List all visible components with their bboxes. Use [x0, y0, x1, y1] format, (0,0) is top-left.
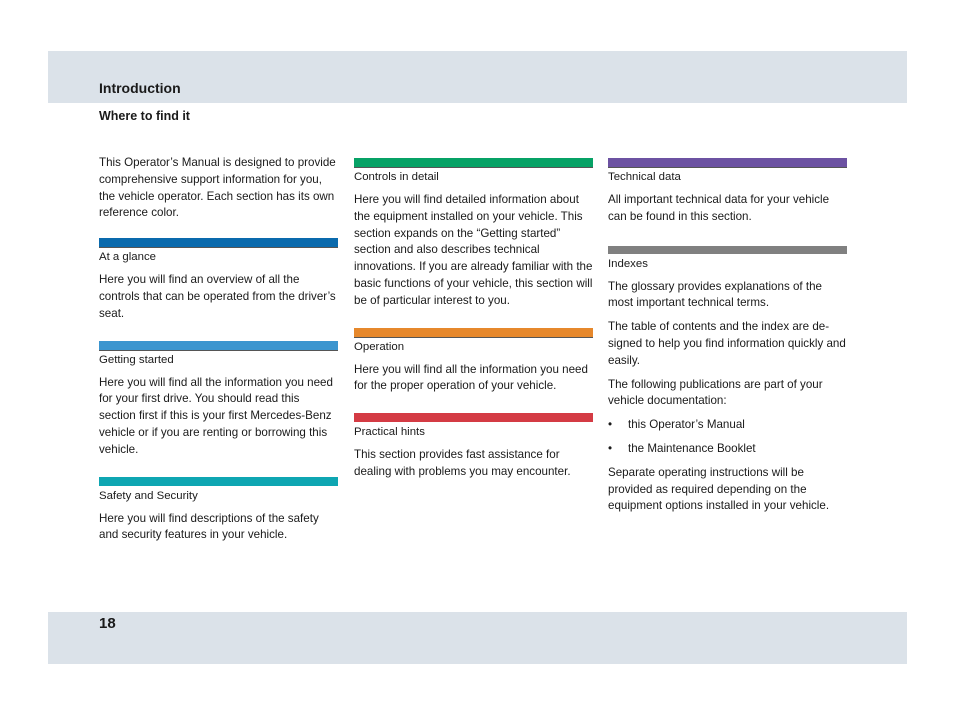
- color-bar-operation: [354, 328, 593, 337]
- color-bar-at-a-glance: [99, 238, 338, 247]
- color-bar-practical-hints: [354, 413, 593, 422]
- publications-list: [608, 417, 847, 458]
- section-heading: Safety and Security: [99, 489, 198, 502]
- section-heading: Getting started: [99, 353, 174, 366]
- section-indexes: [608, 246, 847, 516]
- section-text: This section provides fast assistance for dealing with problems you may encounter.: [354, 448, 571, 478]
- section-text: Here you will find an overview of all the controls that can be operated from the driver’s seat.: [99, 273, 336, 320]
- column-right: [608, 155, 847, 522]
- section-text: Here you will find all the information you need for the proper operation of your vehicle.: [354, 362, 588, 393]
- bullet: •: [608, 418, 613, 432]
- indexes-paragraph-3: The following publications are part of your vehicle documentation:: [608, 377, 823, 408]
- section-heading: Operation: [354, 340, 405, 353]
- color-bar-technical-data: [608, 158, 847, 167]
- page-subtitle: Where to find it: [99, 109, 190, 123]
- section-practical-hints: [354, 413, 593, 481]
- section-heading: Technical data: [608, 171, 681, 183]
- section-heading: Practical hints: [354, 426, 425, 439]
- list-item: • this Operator’s Manual: [608, 417, 847, 434]
- column-middle: [354, 155, 593, 488]
- column-left: [99, 155, 338, 551]
- color-bar-safety: [99, 477, 338, 486]
- page-number: 18: [99, 615, 116, 632]
- section-heading: At a glance: [99, 251, 156, 264]
- section-at-a-glance: [99, 238, 338, 322]
- section-safety-security: [99, 477, 338, 545]
- section-heading: Controls in detail: [354, 171, 439, 183]
- indexes-paragraph-1: The glossary provides explanations of the most important technical terms.: [608, 279, 822, 310]
- section-operation: [354, 328, 593, 396]
- section-heading: Indexes: [608, 257, 648, 270]
- section-text: Here you will find detailed information about the equipment installed on your vehicle. This section expands on the “Getting started” section and also describes technical innovations. If you are already familiar with the basic functions of your vehicle, this section will be of particular interest to you.: [354, 193, 593, 307]
- list-item: • the Maintenance Booklet: [608, 441, 847, 458]
- indexes-closing: Separate operating instructions will be provided as required depending on the equipment options installed in your vehicle.: [608, 465, 830, 513]
- section-getting-started: [99, 341, 338, 459]
- footer-band: [48, 612, 907, 664]
- color-bar-getting-started: [99, 341, 338, 350]
- section-technical-data: [608, 158, 847, 226]
- color-bar-indexes: [608, 246, 847, 254]
- indexes-paragraph-2: The table of contents and the index are designed to help you find information quickly and easily.: [608, 320, 846, 367]
- color-bar-controls: [354, 158, 593, 167]
- section-text: All important technical data for your vehicle can be found in this section.: [608, 193, 830, 223]
- intro-paragraph: This Operator’s Manual is designed to provide comprehensive support information for you, the vehicle operator. Each section has its own reference color.: [99, 156, 336, 220]
- section-text: Here you will find all the information you need for your first drive. You should read this section first if this is your first Mercedes-Benz vehicle or if you are renting or borrowing this vehicle.: [99, 375, 333, 456]
- section-text: Here you will find descriptions of the safety and security features in your vehicle.: [99, 511, 319, 542]
- bullet: •: [608, 441, 613, 455]
- chapter-title: Introduction: [99, 80, 181, 96]
- section-controls-in-detail: [354, 158, 593, 310]
